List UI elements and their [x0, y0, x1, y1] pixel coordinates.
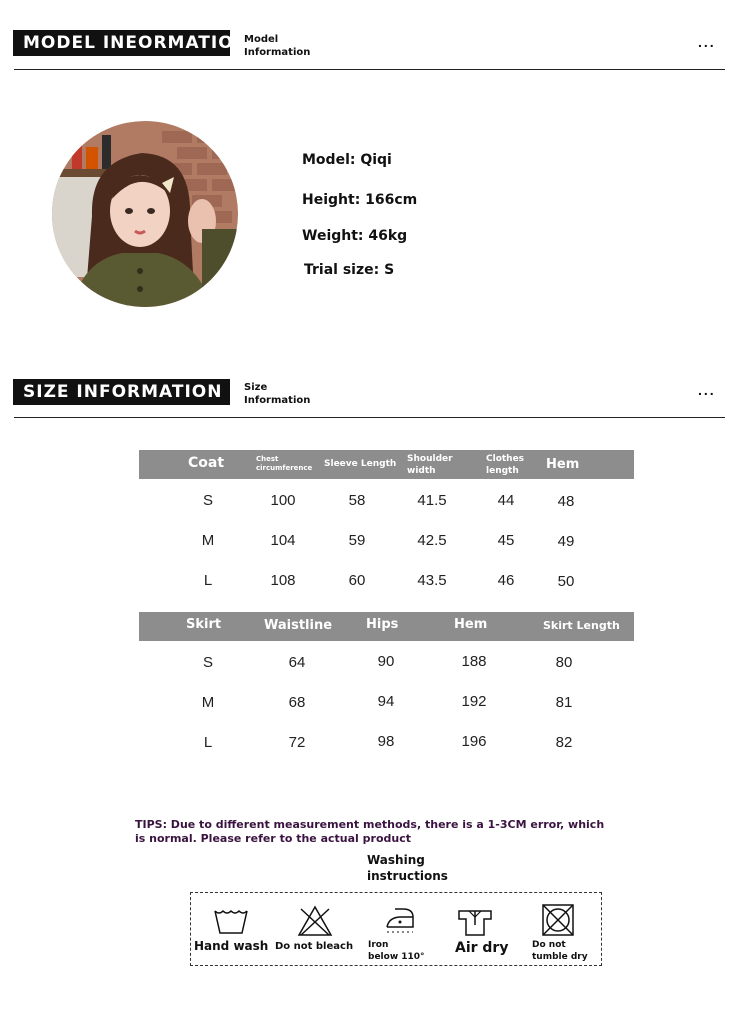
- table-cell: M: [201, 532, 215, 549]
- coat-table-header: [139, 450, 634, 479]
- no-tumble-dry-label: Do not tumble dry: [532, 940, 588, 962]
- washing-title: Washing instructions: [367, 853, 448, 883]
- no-tumble-dry-icon: [541, 903, 575, 942]
- table-cell: 59: [348, 532, 366, 549]
- chest-header: Chest circumference: [256, 455, 313, 472]
- no-bleach-icon: [297, 905, 333, 942]
- table-cell: 46: [497, 572, 515, 589]
- more-icon: ...: [698, 34, 716, 50]
- table-cell: 45: [497, 532, 515, 549]
- model-weight: Weight: 46kg: [302, 228, 408, 244]
- size-info-badge: SIZE INFORMATION: [13, 379, 230, 405]
- model-name: Model: Qiqi: [302, 152, 392, 168]
- hips-header: Hips: [366, 617, 399, 632]
- divider: [14, 417, 725, 418]
- size-info-subtitle: Size Information: [244, 382, 311, 406]
- air-dry-label: Air dry: [455, 940, 509, 956]
- table-cell: 80: [555, 654, 573, 671]
- table-cell: 50: [557, 573, 575, 590]
- table-cell: 196: [461, 733, 487, 750]
- air-dry-icon: [457, 907, 493, 942]
- table-cell: 43.5: [417, 572, 447, 589]
- washing-instructions-box: [190, 892, 602, 966]
- table-cell: 94: [377, 693, 395, 710]
- model-avatar: [52, 121, 238, 307]
- table-cell: 42.5: [417, 532, 447, 549]
- table-cell: L: [203, 572, 213, 589]
- hem-header: Hem: [454, 617, 488, 632]
- table-cell: 81: [555, 694, 573, 711]
- sleeve-header: Sleeve Length: [324, 459, 397, 469]
- table-cell: 100: [270, 492, 296, 509]
- table-cell: 48: [557, 493, 575, 510]
- hem-header: Hem: [546, 457, 580, 472]
- skirt-table-header: [139, 612, 634, 641]
- table-cell: 108: [270, 572, 296, 589]
- table-cell: S: [202, 654, 214, 671]
- table-cell: 44: [497, 492, 515, 509]
- model-info-badge: MODEL INEORMATION: [13, 30, 230, 56]
- table-cell: 98: [377, 733, 395, 750]
- table-cell: 60: [348, 572, 366, 589]
- model-trial-size: Trial size: S: [304, 262, 395, 278]
- table-cell: 192: [461, 693, 487, 710]
- iron-icon: [383, 905, 417, 940]
- more-icon: ...: [698, 382, 716, 398]
- table-cell: L: [203, 734, 213, 751]
- table-cell: 104: [270, 532, 296, 549]
- clothes-length-header: Clothes length: [486, 454, 525, 476]
- skirt-header: Skirt: [186, 617, 222, 632]
- table-cell: 64: [288, 654, 306, 671]
- skirt-length-header: Skirt Length: [543, 619, 620, 632]
- table-cell: 188: [461, 653, 487, 670]
- tips-text: TIPS: Due to different measurement methods, there is a 1-3CM error, which is normal. Please refer to the actual product: [135, 818, 605, 845]
- no-bleach-label: Do not bleach: [275, 941, 354, 952]
- model-info-subtitle: Model Information: [244, 34, 311, 58]
- divider: [14, 69, 725, 70]
- table-cell: 72: [288, 734, 306, 751]
- table-cell: 82: [555, 734, 573, 751]
- table-cell: 68: [288, 694, 306, 711]
- hand-wash-label: Hand wash: [194, 939, 269, 953]
- model-height: Height: 166cm: [302, 192, 418, 208]
- hand-wash-icon: [213, 907, 249, 940]
- shoulder-header: Shoulder width: [407, 454, 453, 476]
- table-cell: 49: [557, 533, 575, 550]
- coat-header: Coat: [188, 455, 225, 471]
- waistline-header: Waistline: [264, 618, 333, 633]
- table-cell: 58: [348, 492, 366, 509]
- table-cell: M: [201, 694, 215, 711]
- table-cell: S: [202, 492, 214, 509]
- iron-label: Iron below 110°: [368, 940, 425, 962]
- table-cell: 41.5: [417, 492, 447, 509]
- table-cell: 90: [377, 653, 395, 670]
